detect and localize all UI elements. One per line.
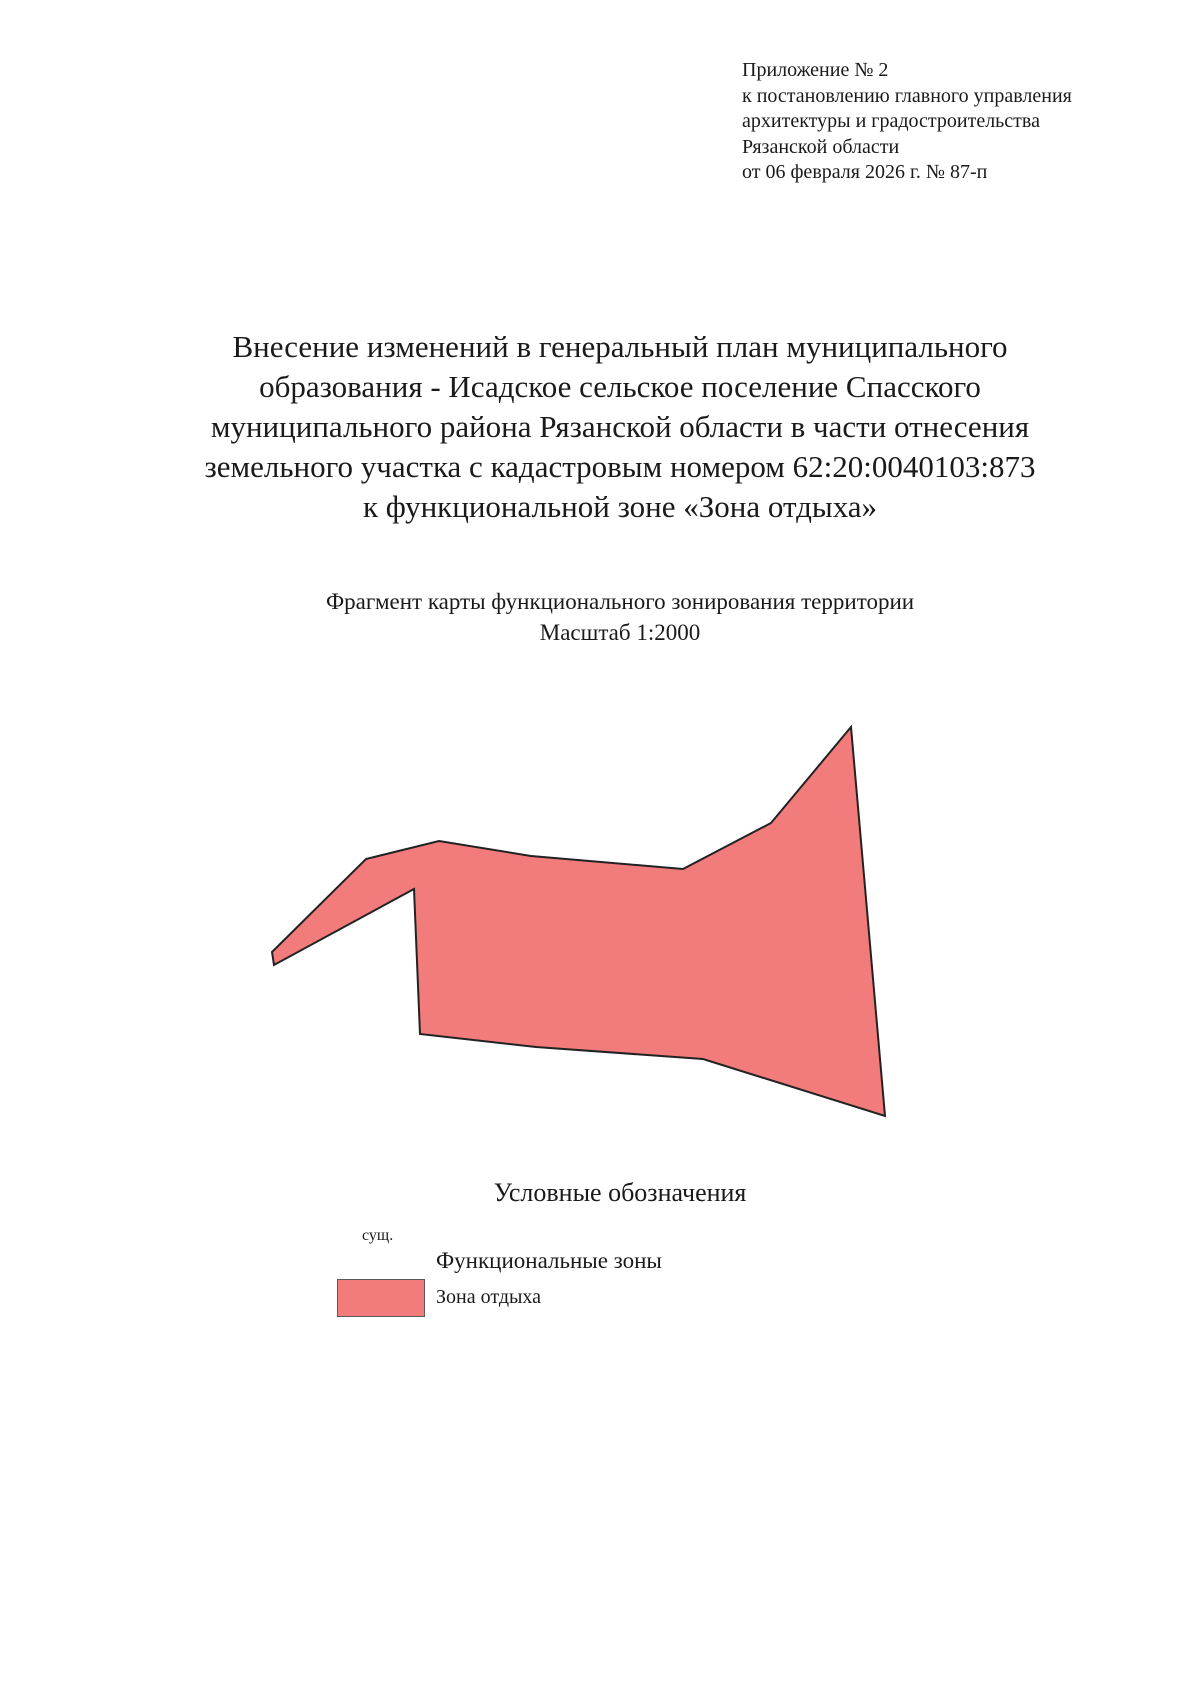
title-line: к функциональной зоне «Зона отдыха»: [362, 489, 878, 524]
title-line: Внесение изменений в генеральный план муниципального: [232, 329, 1008, 364]
legend-status-label: сущ.: [362, 1227, 394, 1244]
recreation-zone-parcel: [272, 727, 885, 1116]
title-line: образования - Исадское сельское поселение Спасского: [259, 369, 981, 404]
appendix-block: [742, 58, 1182, 186]
legend-title: Условные обозначения: [493, 1178, 747, 1207]
appendix-line: Приложение № 2: [742, 59, 889, 81]
map-caption: Фрагмент карты функционального зонирования территории: [325, 589, 915, 614]
document-title: [100, 327, 1140, 527]
legend-swatch-recreation-zone: [337, 1279, 425, 1317]
legend-group-title: Функциональные зоны: [436, 1248, 662, 1273]
legend-label-recreation-zone: Зона отдыха: [436, 1286, 542, 1308]
appendix-line: от 06 февраля 2026 г. № 87-п: [742, 161, 988, 183]
title-line: муниципального района Рязанской области в части отнесения: [210, 409, 1030, 444]
map-caption-block: [150, 586, 1090, 648]
appendix-line: архитектуры и градостроительства: [742, 110, 1040, 132]
appendix-line: к постановлению главного управления: [742, 84, 1072, 107]
map-scale: Масштаб 1:2000: [539, 620, 701, 645]
appendix-line: Рязанской области: [742, 135, 900, 158]
title-line: земельного участка с кадастровым номером 62:20:0040103:873: [204, 449, 1036, 484]
